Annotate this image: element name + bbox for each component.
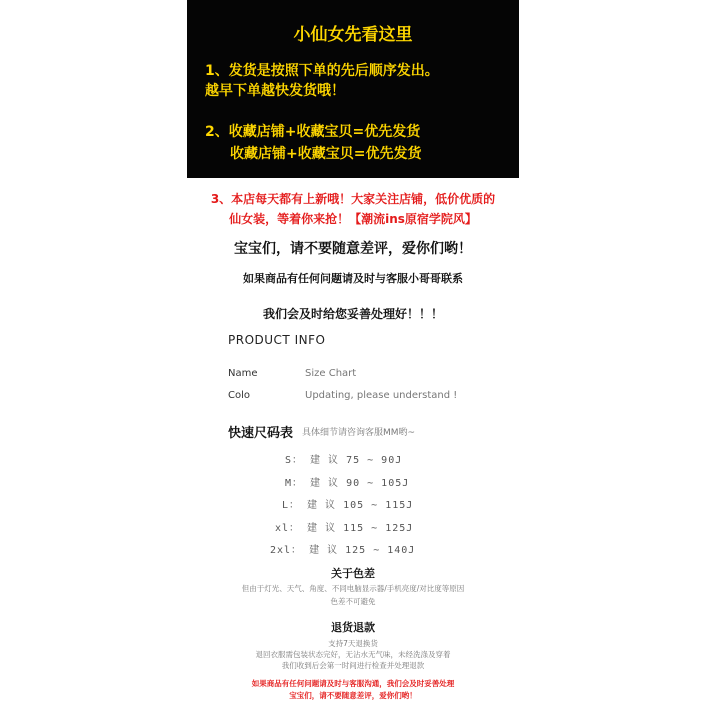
contact-text: 如果商品有任何问题请及时与客服小哥哥联系 <box>243 272 463 285</box>
size-chart-heading: 快速尺码表 <box>228 426 294 441</box>
size-row-2xl: 2xl： 建 议 125 ~ 140J <box>270 545 416 556</box>
notice-item-1-line-1: 1、发货是按照下单的先后顺序发出。 <box>205 63 439 79</box>
we-will-handle-text: 我们会及时给您妥善处理好！！！ <box>262 307 443 321</box>
size-row-s: S： 建 议 75 ~ 90J <box>285 455 403 466</box>
color-diff-line-2: 色差不可避免 <box>330 597 376 606</box>
color-diff-heading: 关于色差 <box>331 567 375 580</box>
size-row-xl: xl： 建 议 115 ~ 125J <box>275 523 414 534</box>
returns-line-3: 我们收到后会第一时间进行检查并处理退款 <box>281 661 425 670</box>
footer-line-1: 如果商品有任何问题请及时与客服沟通，我们会及时妥善处理 <box>251 679 455 688</box>
notice-item-1-line-2: 越早下单越快发货哦！ <box>205 83 345 99</box>
notice-item-2-line-2: 收藏店铺+收藏宝贝=优先发货 <box>230 146 422 162</box>
color-value: Updating, please understand ! <box>305 390 458 401</box>
color-label: Colo <box>228 390 250 401</box>
notice-item-2-line-1: 2、收藏店铺+收藏宝贝=优先发货 <box>205 124 421 140</box>
name-label: Name <box>228 368 258 379</box>
size-row-m: M： 建 议 90 ~ 105J <box>285 478 410 489</box>
color-diff-line-1: 但由于灯光、天气、角度、不同电脑显示器/手机亮度/对比度等原因 <box>241 584 465 593</box>
no-bad-review-text: 宝宝们，请不要随意差评，爱你们哟！ <box>234 241 472 257</box>
footer-line-2: 宝宝们，请不要随意差评，爱你们哟！ <box>289 691 417 700</box>
promo-line-1: 3、本店每天都有上新哦！大家关注店铺，低价优质的 <box>210 192 496 206</box>
size-chart-note: 具体细节请咨询客服MM哟~ <box>302 428 416 438</box>
name-value: Size Chart <box>305 368 357 379</box>
returns-line-2: 退回衣服需包装状态完好，无沾水无气味，未经洗涤及穿着 <box>255 650 451 659</box>
size-row-l: L： 建 议 105 ~ 115J <box>282 500 414 511</box>
notice-title: 小仙女先看这里 <box>293 25 413 45</box>
promo-line-2: 仙女装，等着你来抢！【潮流ins原宿学院风】 <box>229 212 477 226</box>
returns-heading: 退货退款 <box>331 621 375 634</box>
product-info-heading: PRODUCT INFO <box>228 333 326 347</box>
returns-line-1: 支持7天退换货 <box>328 639 378 648</box>
